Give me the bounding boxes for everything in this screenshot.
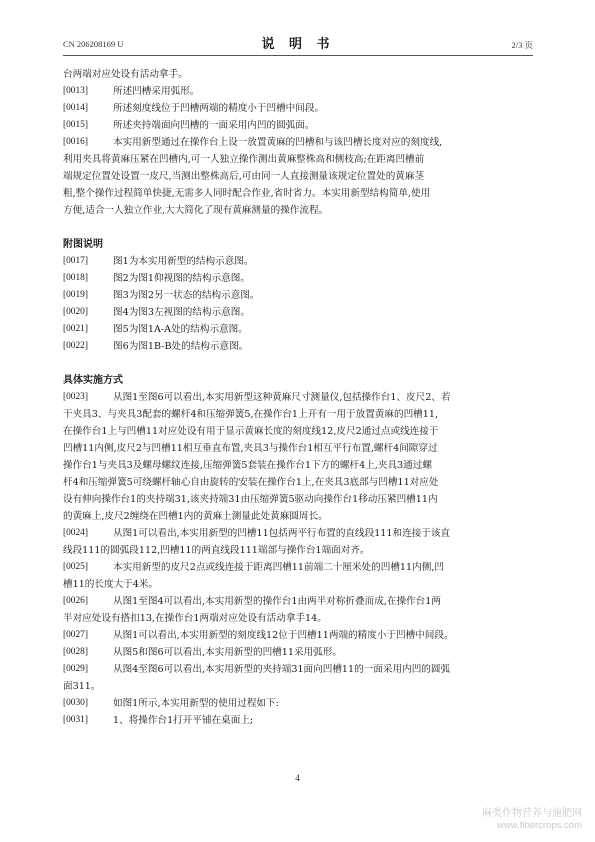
paragraph: [63, 83, 533, 100]
paragraph: [63, 712, 533, 729]
paragraph-number: [0025]: [63, 562, 88, 572]
text-line: 图1为本实用新型的结构示意图。: [113, 256, 254, 267]
paragraph-number: [0023]: [63, 392, 88, 402]
text-line: 图2为图1仰视图的结构示意图。: [113, 273, 250, 284]
header-divider: [63, 55, 533, 56]
paragraph: [63, 134, 533, 219]
paragraph: [63, 559, 533, 593]
paragraph-number: [0027]: [63, 630, 88, 640]
watermark-url: www.fibercrops.com: [497, 820, 582, 831]
paragraph: [63, 389, 533, 525]
page-number: 4: [295, 773, 300, 783]
text-line: 端规定位置处设置一皮尺,当测出整株高后,可由同一人直接测量该规定位置处的黄麻茎: [63, 171, 425, 182]
paragraph-number: [0028]: [63, 647, 88, 657]
text-line: 本实用新型的皮尺2点或线连接于距离凹槽11前端二十厘米处的凹槽11内侧,凹: [113, 562, 444, 573]
text-line: 在操作台1上与凹槽11对应处设有用于显示黄麻长度的刻度线12,皮尺2通过点或线连接于: [63, 426, 439, 437]
text-line: 所述凹槽采用弧形。: [113, 86, 200, 97]
text-line: 从图5和图6可以看出,本实用新型的凹槽11采用弧形。: [113, 647, 342, 658]
text-line: 槽11的长度大于4米。: [63, 579, 159, 590]
paragraph-number: [0021]: [63, 324, 88, 334]
text-line: 操作台1与夹具3及螺母螺纹连接,压缩弹簧5套装在操作台1下方的螺杆4上,夹具3通过螺: [63, 460, 432, 471]
text-line: 从图4至图6可以看出,本实用新型的夹持端31面向凹槽11的一面采用内凹的圆弧: [113, 664, 451, 675]
paragraph-group-embodiment: [63, 389, 533, 729]
text-line: 如图1所示,本实用新型的使用过程如下:: [113, 698, 279, 709]
paragraph-text: [113, 712, 533, 729]
text-line: 图5为图1A-A处的结构示意图。: [113, 324, 248, 335]
paragraph: [63, 695, 533, 712]
text-line: 图3为图2另一状态的结构示意图。: [113, 290, 260, 301]
document-number: CN 206208169 U: [63, 39, 124, 49]
section-heading-figures: 附图说明: [63, 239, 103, 250]
paragraph-number: [0013]: [63, 86, 88, 96]
paragraph-text: [113, 695, 533, 712]
paragraph: [63, 644, 533, 661]
paragraph-text: [113, 83, 533, 100]
paragraph: [63, 321, 533, 338]
paragraph: [63, 270, 533, 287]
paragraph-text: [113, 253, 533, 270]
paragraph-number: [0019]: [63, 290, 88, 300]
paragraph-number: [0022]: [63, 341, 88, 351]
text-line: 干夹具3、与夹具3配套的螺杆4和压缩弹簧5,在操作台1上开有一用于放置黄麻的凹槽11,: [63, 409, 439, 420]
text-line: 从图1可以看出,本实用新型的凹槽11包括两平行布置的直线段111和连接于该直: [113, 528, 451, 539]
text-line: 方便,适合一人独立作业,大大简化了现有黄麻测量的操作流程。: [63, 205, 329, 216]
paragraph-group-figures: [63, 253, 533, 355]
page-header: [63, 33, 533, 53]
text-line: 从图1至图4可以看出,本实用新型的操作台1由两半对称折叠而成,在操作台1两: [113, 596, 441, 607]
text-line: 所述刻度线位于凹槽两端的精度小于凹槽中间段。: [113, 103, 325, 114]
paragraph: [63, 627, 533, 644]
text-line: 本实用新型通过在操作台上设一放置黄麻的凹槽和与该凹槽长度对应的刻度线,: [113, 137, 443, 148]
paragraph-text: [113, 270, 533, 287]
paragraph: [63, 287, 533, 304]
paragraph: [63, 100, 533, 117]
document-title: 说 明 书: [261, 37, 335, 52]
paragraph: [63, 117, 533, 134]
text-line: 从图1可以看出,本实用新型的刻度线12位于凹槽11两端的精度小于凹槽中间段。: [113, 630, 454, 641]
paragraph-number: [0014]: [63, 103, 88, 113]
paragraph: [63, 661, 533, 695]
paragraph-text: [113, 627, 533, 644]
paragraph-text: [113, 644, 533, 661]
text-line: 面311。: [63, 681, 101, 692]
paragraph: [63, 593, 533, 627]
text-line: 线段111的圆弧段112,凹槽11的两直线段111端部与操作台1端面对齐。: [63, 545, 370, 556]
paragraph-number: [0024]: [63, 528, 88, 538]
paragraph: [63, 253, 533, 270]
text-line: 所述夹持端面向凹槽的一面采用内凹的圆弧面。: [113, 120, 315, 131]
text-line: 杆4和压缩弹簧5可绕螺杆轴心自由旋转的安装在操作台1上,在夹具3底部与凹槽11对应处: [63, 477, 439, 488]
paragraph-text: [113, 321, 533, 338]
text-line: 1、将操作台1打开平铺在桌面上;: [113, 715, 254, 726]
paragraph-number: [0031]: [63, 715, 88, 725]
paragraph-text: [113, 338, 533, 355]
paragraph-text: [113, 100, 533, 117]
text-line: 凹槽11内侧,皮尺2与凹槽11相互垂直布置,夹具3与操作台1相互平行布置,螺杆4间隙穿过: [63, 443, 438, 454]
paragraph-number: [0020]: [63, 307, 88, 317]
paragraph-number: [0015]: [63, 120, 88, 130]
paragraph-number: [0016]: [63, 137, 88, 147]
paragraph: [63, 338, 533, 355]
paragraph-text: [113, 287, 533, 304]
paragraph-text: [113, 304, 533, 321]
text-line: 半对应处设有搭扣13,在操作台1两端对应处设有活动拿手14。: [63, 613, 327, 624]
paragraph-number: [0017]: [63, 256, 88, 266]
paragraph: [63, 525, 533, 559]
text-line: 利用夹具将黄麻压紧在凹槽内,可一人独立操作测出黄麻整株高和侧枝高;在距离凹槽前: [63, 154, 425, 165]
paragraph-number: [0030]: [63, 698, 88, 708]
document-body: [63, 66, 533, 729]
paragraph: [63, 304, 533, 321]
text-line: 图6为图1B-B处的结构示意图。: [113, 341, 249, 352]
text-line: 粗,整个操作过程简单快捷,无需多人同时配合作业,省时省力。本实用新型结构简单,使用: [63, 188, 431, 199]
text-line: 从图1至图6可以看出,本实用新型这种黄麻尺寸测量仪,包括操作台1、皮尺2、若: [113, 392, 451, 403]
page-info: 2/3 页: [511, 40, 533, 50]
paragraph-text: [113, 117, 533, 134]
paragraph-group-top: [63, 83, 533, 219]
watermark-title: 麻类作物营养与施肥网: [482, 808, 582, 819]
text-line: 的黄麻上,皮尺2缠绕在凹槽1内的黄麻上测量此处黄麻圆周长。: [63, 511, 328, 522]
paragraph-number: [0029]: [63, 664, 88, 674]
site-watermark: [482, 808, 582, 832]
paragraph-number: [0018]: [63, 273, 88, 283]
text-line: 图4为图3左视图的结构示意图。: [113, 307, 250, 318]
continuation-line: 台两端对应处设有活动拿手。: [63, 69, 188, 80]
section-heading-embodiment: 具体实施方式: [63, 375, 123, 386]
paragraph-number: [0026]: [63, 596, 88, 606]
text-line: 设有伸向操作台1的夹持端31,该夹持端31由压缩弹簧5驱动向操作台1移动压紧凹槽11内: [63, 494, 438, 505]
